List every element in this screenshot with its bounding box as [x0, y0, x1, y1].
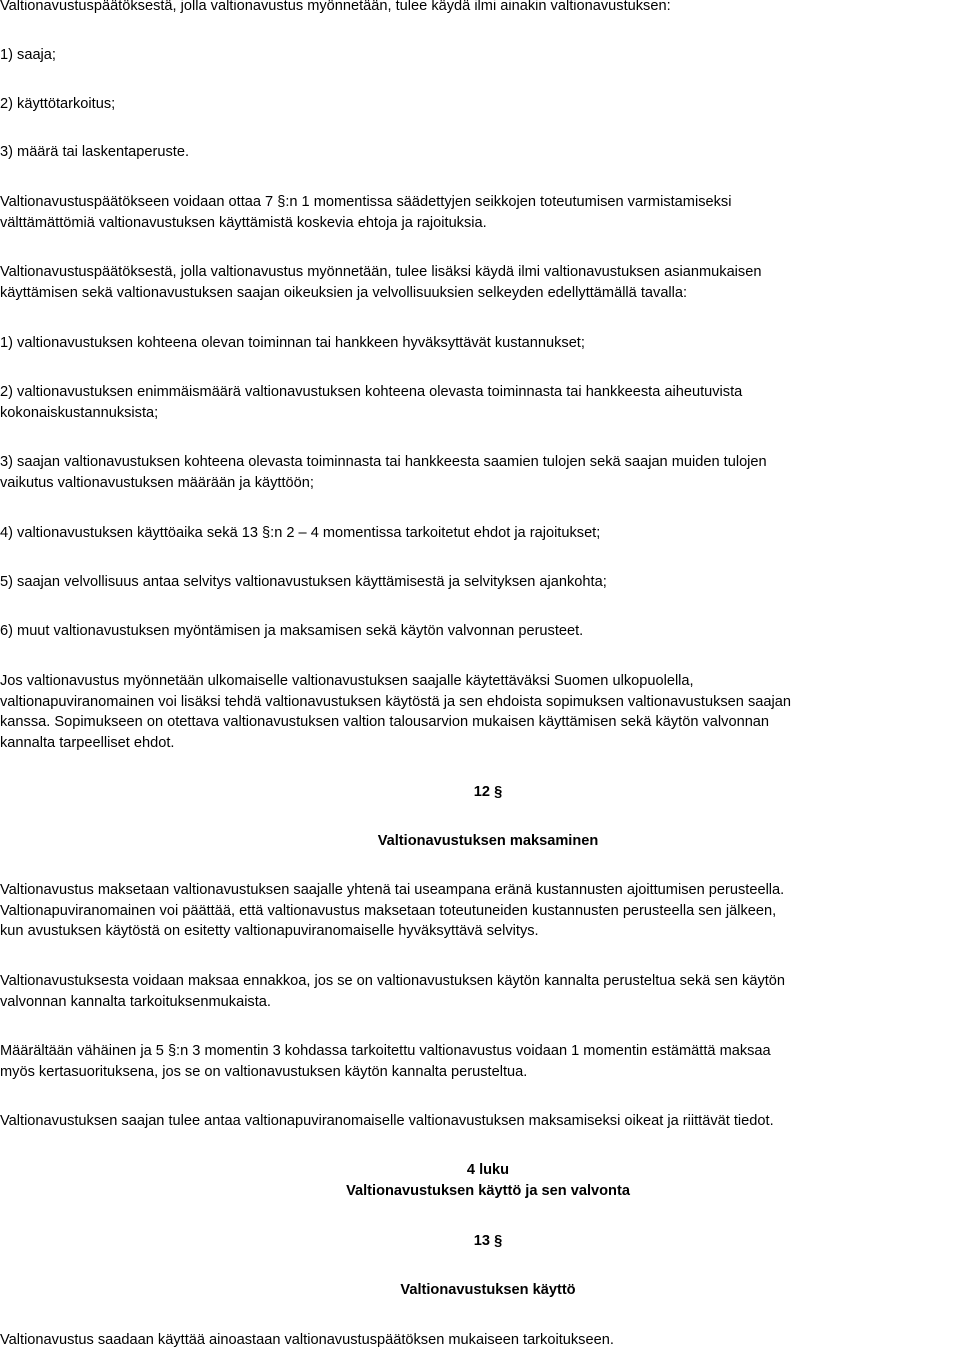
text-line: Valtionavustuksesta voidaan maksaa ennakkoa, jos se on valtionavustuksen käytön kannalta perusteltua sekä sen käytön — [0, 973, 786, 989]
intro-item-text: 3) määrä tai laskentaperuste. — [0, 144, 190, 160]
intro-line: Valtionavustuspäätöksestä, jolla valtionavustus myönnetään, tulee käydä ilmi ainakin valtionavustuksen: — [0, 0, 671, 14]
section-paragraph — [0, 1330, 960, 1351]
section-paragraph — [0, 971, 960, 1012]
intro-item — [0, 45, 960, 66]
list-item — [0, 572, 960, 593]
list-item — [0, 452, 960, 493]
text-line: vaikutus valtionavustuksen määrään ja käyttöön; — [0, 474, 314, 491]
list-item — [0, 621, 960, 642]
section-paragraph — [0, 1041, 960, 1082]
section-title: Valtionavustuksen käyttö — [400, 1282, 576, 1298]
text-line: valtionapuviranomainen voi lisäksi tehdä valtionavustuksen käytöstä ja sen ehdoista sopimuksen valtionavustuksen saajan — [0, 693, 791, 710]
chapter-number: 4 luku — [466, 1162, 510, 1178]
text-line: Määrältään vähäinen ja 5 §:n 3 momentin 3 kohdassa tarkoitettu valtionavustus voidaan 1 momentin estämättä maksaa — [0, 1043, 771, 1059]
text-line: Valtionavustuspäätökseen voidaan ottaa 7 §:n 1 momentissa säädettyjen seikkojen toteutumisen varmistamiseksi — [0, 194, 732, 210]
text-line: 5) saajan velvollisuus antaa selvitys valtionavustuksen käyttämisestä ja selvityksen ajankohta; — [0, 574, 607, 590]
text-line: 3) saajan valtionavustuksen kohteena olevasta toiminnasta tai hankkeesta saamien tulojen sekä saajan muiden tulojen — [0, 454, 767, 470]
text-line: Valtionavustus maksetaan valtionavustuksen saajalle yhtenä tai useampana eränä kustannusten ajoittumisen perusteella. — [0, 882, 785, 898]
abroad-paragraph — [0, 671, 960, 753]
intro-item — [0, 142, 960, 163]
intro-item — [0, 94, 960, 115]
text-line: Valtionavustus saadaan käyttää ainoastaan valtionavustuspäätöksen mukaiseen tarkoitukseen. — [0, 1332, 614, 1348]
section-title: Valtionavustuksen maksaminen — [377, 833, 599, 849]
list-item — [0, 382, 960, 423]
text-line: kanssa. Sopimukseen on otettava valtionavustuksen valtion talousarvion mukaisen käyttämisen sekä käytön valvonnan — [0, 714, 770, 730]
section-number: 13 § — [473, 1233, 503, 1249]
text-line: 6) muut valtionavustuksen myöntämisen ja maksamisen sekä käytön valvonnan perusteet. — [0, 623, 584, 639]
text-line: kannalta tarpeelliset ehdot. — [0, 734, 175, 751]
chapter-title: Valtionavustuksen käyttö ja sen valvonta — [346, 1183, 630, 1199]
intro-item-text: 2) käyttötarkoitus; — [0, 96, 116, 112]
text-line: Valtionavustuspäätöksestä, jolla valtionavustus myönnetään, tulee lisäksi käydä ilmi valtionavustuksen asianmukaisen — [0, 264, 762, 280]
list-item — [0, 333, 960, 354]
additional-intro-paragraph — [0, 262, 960, 303]
intro-item-text: 1) saaja; — [0, 47, 56, 63]
text-line: valvonnan kannalta tarkoituksenmukaista. — [0, 993, 271, 1010]
intro-paragraph — [0, 0, 960, 17]
section-paragraph — [0, 880, 960, 942]
conditions-paragraph — [0, 192, 960, 233]
text-line: kun avustuksen käytöstä on esitetty valtionapuviranomaiselle hyväksyttävä selvitys. — [0, 923, 539, 939]
text-line: käyttämisen sekä valtionavustuksen saajan oikeuksien ja velvollisuuksien selkeyden edellyttämällä tavalla: — [0, 284, 688, 301]
text-line: kokonaiskustannuksista; — [0, 404, 159, 421]
text-line: Valtionavustuksen saajan tulee antaa valtionapuviranomaiselle valtionavustuksen maksamiseksi oikeat ja riittävät tiedot. — [0, 1113, 774, 1129]
section-paragraph — [0, 1111, 960, 1132]
text-line: Valtionapuviranomainen voi päättää, että valtionavustus maksetaan toteutuneiden kustannusten perusteella sen jälkeen, — [0, 902, 777, 919]
text-line: 2) valtionavustuksen enimmäismäärä valtionavustuksen kohteena olevasta toiminnasta tai hankkeesta aiheutuvista — [0, 384, 743, 400]
text-line: Jos valtionavustus myönnetään ulkomaiselle valtionavustuksen saajalle käytettäväksi Suomen ulkopuolella, — [0, 673, 694, 689]
text-line: 1) valtionavustuksen kohteena olevan toiminnan tai hankkeen hyväksyttävät kustannukset; — [0, 335, 585, 351]
text-line: välttämättömiä valtionavustuksen käyttämistä koskevia ehtoja ja rajoituksia. — [0, 214, 487, 231]
text-line: myös kertasuorituksena, jos se on valtionavustuksen käytön kannalta perusteltua. — [0, 1063, 528, 1080]
list-item — [0, 523, 960, 544]
text-line: 4) valtionavustuksen käyttöaika sekä 13 §:n 2 – 4 momentissa tarkoitetut ehdot ja rajoitukset; — [0, 525, 601, 541]
section-number: 12 § — [473, 784, 503, 800]
